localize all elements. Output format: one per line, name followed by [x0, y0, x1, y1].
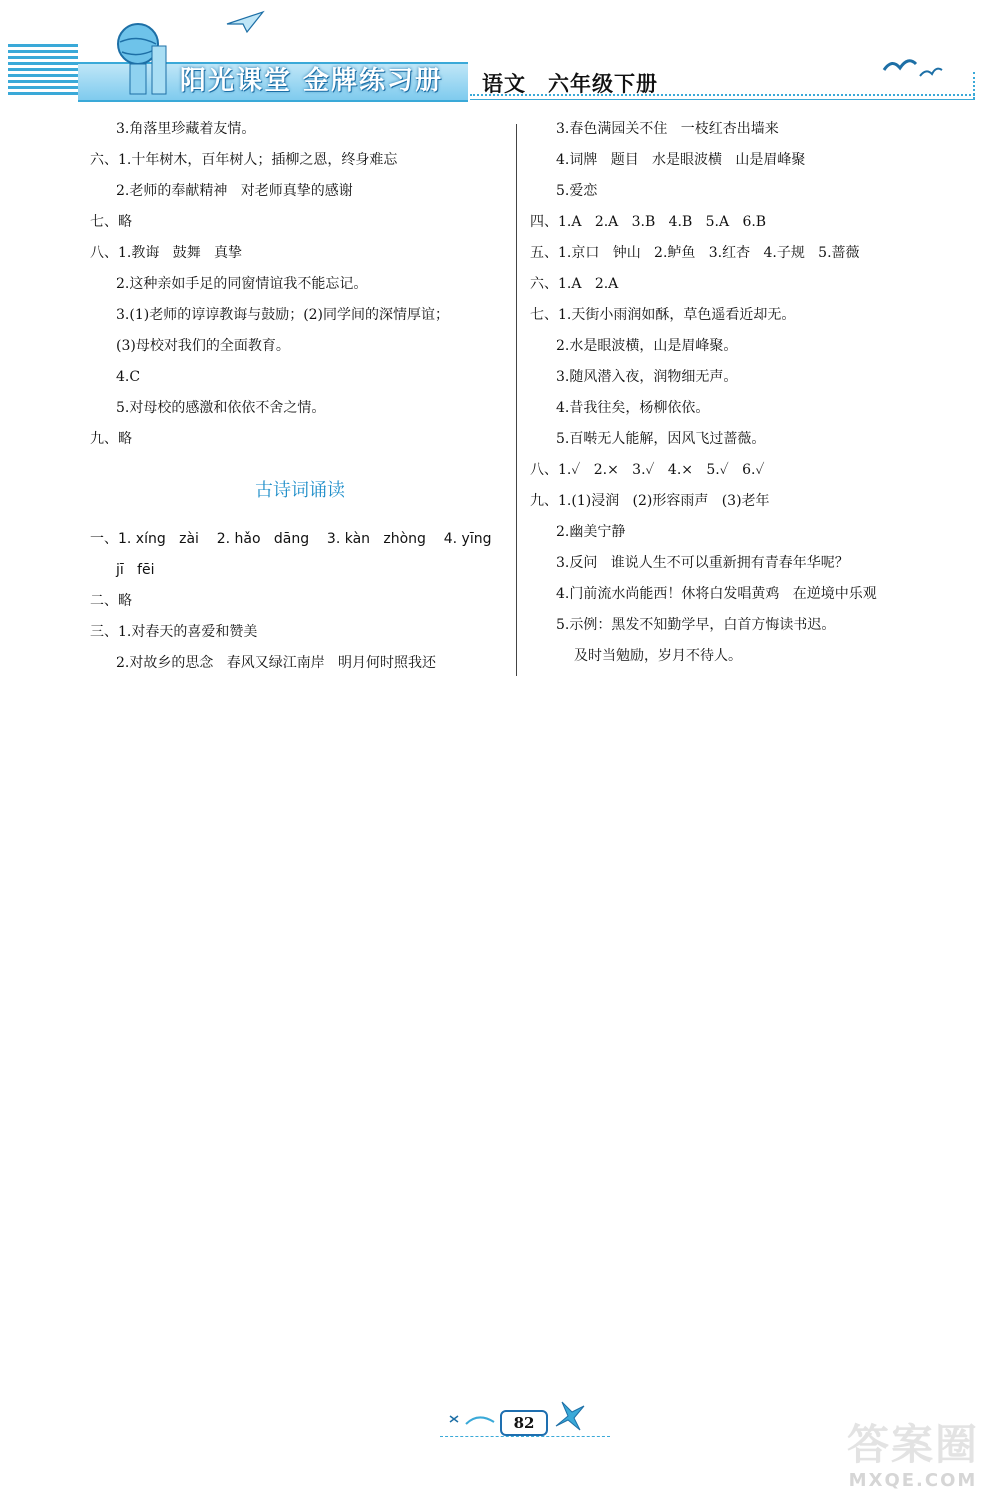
answer-line: 四、1.A 2.A 3.B 4.B 5.A 6.B [530, 214, 767, 230]
pinwheel-icon [548, 1400, 598, 1434]
answer-line: 3.反问 谁说人生不可以重新拥有青春年华呢？ [556, 555, 849, 571]
answer-line: 七、略 [90, 214, 132, 230]
answer-line: 九、略 [90, 431, 132, 447]
poetry-answers [90, 524, 510, 679]
answer-line: 五、1.京口 钟山 2.鲈鱼 3.红杏 4.子规 5.蔷薇 [530, 245, 860, 261]
left-column [90, 114, 510, 671]
brand-title: 阳光课堂 金牌练习册 [180, 66, 444, 96]
answer-line: 2.水是眼波横，山是眉峰聚。 [556, 338, 738, 354]
answer-line: 4.门前流水尚能西！休将白发唱黄鸡 在逆境中乐观 [556, 586, 877, 602]
answer-line: 5.示例：黑发不知勤学早，白首方悔读书迟。 [556, 617, 836, 633]
answer-line: 六、1.十年树木，百年树人；插柳之恩，终身难忘 [90, 152, 398, 168]
footer-rule [440, 1436, 610, 1437]
watermark-logo: 答案圈 [846, 1420, 979, 1469]
answer-line: 三、1.对春天的喜爱和赞美 [90, 624, 258, 640]
answer-line: 及时当勉励，岁月不待人。 [574, 648, 742, 664]
page-header [0, 0, 1000, 110]
subject-label: 语文 [482, 72, 526, 96]
answer-line: 2.对故乡的思念 春风又绿江南岸 明月何时照我还 [116, 655, 437, 671]
section-title: 古诗词诵读 [255, 480, 345, 501]
answer-line: 2.这种亲如手足的同窗情谊我不能忘记。 [116, 276, 368, 292]
answer-line: 八、1.✓ 2.× 3.✓ 4.× 5.✓ 6.✓ [530, 462, 765, 478]
answer-line: 3.春色满园关不住 一枝红杏出墙来 [556, 121, 779, 137]
answer-line: 4.昔我往矣，杨柳依依。 [556, 400, 710, 416]
answer-line: 七、1.天街小雨润如酥，草色遥看近却无。 [530, 307, 796, 323]
answer-line: 5.百啭无人能解，因风飞过蔷薇。 [556, 431, 766, 447]
grade-label: 六年级下册 [548, 72, 658, 96]
answer-line: 5.爱恋 [556, 183, 598, 199]
answer-line: 八、1.教诲 鼓舞 真挚 [90, 245, 243, 261]
answer-line: 2.老师的奉献精神 对老师真挚的感谢 [116, 183, 353, 199]
answer-line: 3.随风潜入夜，润物细无声。 [556, 369, 738, 385]
answer-line: (3)母校对我们的全面教育。 [116, 338, 290, 354]
answer-line: 2.幽美宁静 [556, 524, 626, 540]
answer-line: 二、略 [90, 593, 132, 609]
column-divider [516, 124, 517, 676]
answer-line: 一、1. xíng zài 2. hǎo dāng 3. kàn zhòng 4. yīng [90, 531, 492, 547]
footer-ornament-left-icon [448, 1408, 498, 1432]
page-footer [440, 1400, 610, 1444]
answer-line: 九、1.(1)浸润 (2)形容雨声 (3)老年 [530, 493, 770, 509]
answer-line: 4.词牌 题目 水是眼波横 山是眉峰聚 [556, 152, 806, 168]
right-column [530, 114, 970, 672]
birds-icon [880, 52, 950, 82]
answer-line: 5.对母校的感激和依依不舍之情。 [116, 400, 326, 416]
header-rule [470, 94, 975, 96]
paper-plane-icon [225, 10, 265, 34]
answer-line: jī fēi [116, 562, 155, 578]
answer-line: 3.(1)老师的谆谆教诲与鼓励；(2)同学间的深情厚谊； [116, 307, 450, 323]
answer-line: 六、1.A 2.A [530, 276, 619, 292]
watermark-url: MXQE.COM [848, 1470, 978, 1491]
watermark [838, 1412, 988, 1497]
header-stripes [8, 44, 78, 96]
header-rule-solid [470, 99, 975, 100]
globe-icon [108, 16, 178, 96]
answer-line: 4.C [116, 369, 141, 385]
page-number: 82 [500, 1410, 548, 1436]
header-rule-end [973, 72, 975, 99]
answer-line: 3.角落里珍藏着友情。 [116, 121, 256, 137]
